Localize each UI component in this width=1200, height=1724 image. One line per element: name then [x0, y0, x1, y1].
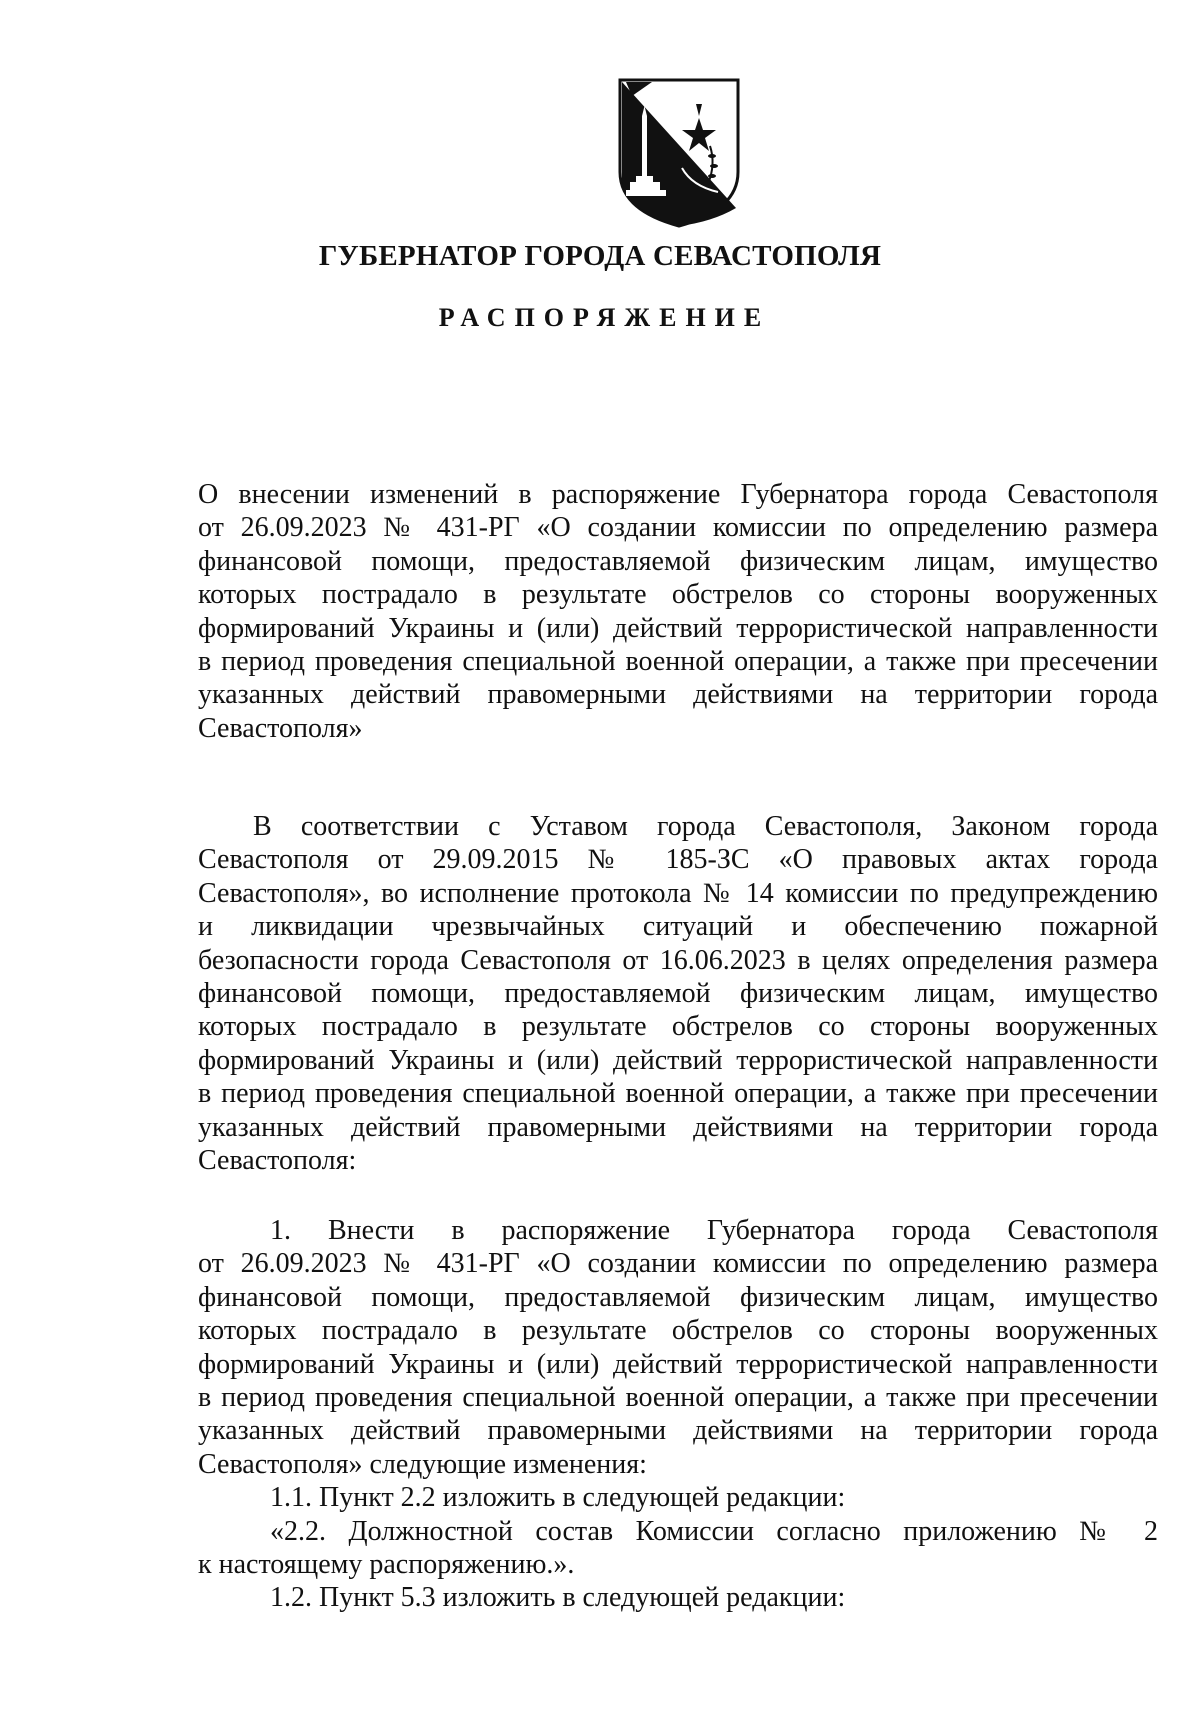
- sevastopol-coat-of-arms-icon: [612, 76, 746, 228]
- preamble-line: В соответствии с Уставом города Севастополя, Законом города: [253, 811, 1158, 842]
- clause-line: формирований Украины и (или) действий террористической направленности: [198, 1348, 1158, 1380]
- clause-line: которых пострадало в результате обстрелов со стороны вооруженных: [198, 1315, 1158, 1347]
- preamble-line: безопасности города Севастополя от 16.06.2023 в целях определения размера: [198, 944, 1158, 976]
- subclause-1-2: 1.2. Пункт 5.3 изложить в следующей редакции:: [270, 1582, 846, 1614]
- clause-line: 1. Внести в распоряжение Губернатора города Севастополя: [270, 1215, 1158, 1246]
- clause-line: указанных действий правомерными действиями на территории города: [198, 1415, 1158, 1447]
- subclause-quote-line: «2.2. Должностной состав Комиссии согласно приложению № 2: [270, 1515, 1158, 1547]
- clause-line: Севастополя» следующие изменения:: [198, 1448, 647, 1480]
- clause-line: финансовой помощи, предоставляемой физическим лицам, имущество: [198, 1281, 1158, 1313]
- preamble-line: Севастополя:: [198, 1145, 357, 1177]
- title-line: указанных действий правомерными действиями на территории города: [198, 679, 1158, 711]
- preamble-line: Севастополя», во исполнение протокола № 14 комиссии по предупреждению: [198, 877, 1158, 909]
- document-type: РАСПОРЯЖЕНИЕ: [438, 303, 771, 332]
- title-line: финансовой помощи, предоставляемой физическим лицам, имущество: [198, 545, 1158, 577]
- clause-line: от 26.09.2023 № 431-РГ «О создании комиссии по определению размера: [198, 1248, 1158, 1280]
- preamble-line: финансовой помощи, предоставляемой физическим лицам, имущество: [198, 978, 1158, 1010]
- document-title: [198, 478, 1158, 745]
- issuing-authority: ГУБЕРНАТОР ГОРОДА СЕВАСТОПОЛЯ: [318, 240, 882, 272]
- title-line: Севастополя»: [198, 712, 363, 744]
- preamble-line: в период проведения специальной военной операции, а также при пресечении: [198, 1078, 1158, 1110]
- preamble-line: Севастополя от 29.09.2015 № 185-ЗС «О правовых актах города: [198, 844, 1158, 876]
- preamble-line: указанных действий правомерными действиями на территории города: [198, 1111, 1158, 1143]
- subclause-quote-line: к настоящему распоряжению.».: [198, 1549, 575, 1581]
- title-line: формирований Украины и (или) действий террористической направленности: [198, 612, 1158, 644]
- preamble-paragraph: [198, 810, 1158, 1177]
- clause-1: [198, 1214, 1158, 1615]
- subclause-1-1: 1.1. Пункт 2.2 изложить в следующей редакции:: [270, 1482, 846, 1514]
- title-line: О внесении изменений в распоряжение Губернатора города Севастополя: [198, 479, 1158, 510]
- title-line: которых пострадало в результате обстрелов со стороны вооруженных: [198, 579, 1158, 611]
- title-line: в период проведения специальной военной операции, а также при пресечении: [198, 646, 1158, 678]
- preamble-line: и ликвидации чрезвычайных ситуаций и обеспечению пожарной: [198, 911, 1158, 943]
- preamble-line: которых пострадало в результате обстрелов со стороны вооруженных: [198, 1011, 1158, 1043]
- preamble-line: формирований Украины и (или) действий террористической направленности: [198, 1044, 1158, 1076]
- title-line: от 26.09.2023 № 431-РГ «О создании комиссии по определению размера: [198, 512, 1158, 544]
- clause-line: в период проведения специальной военной операции, а также при пресечении: [198, 1382, 1158, 1414]
